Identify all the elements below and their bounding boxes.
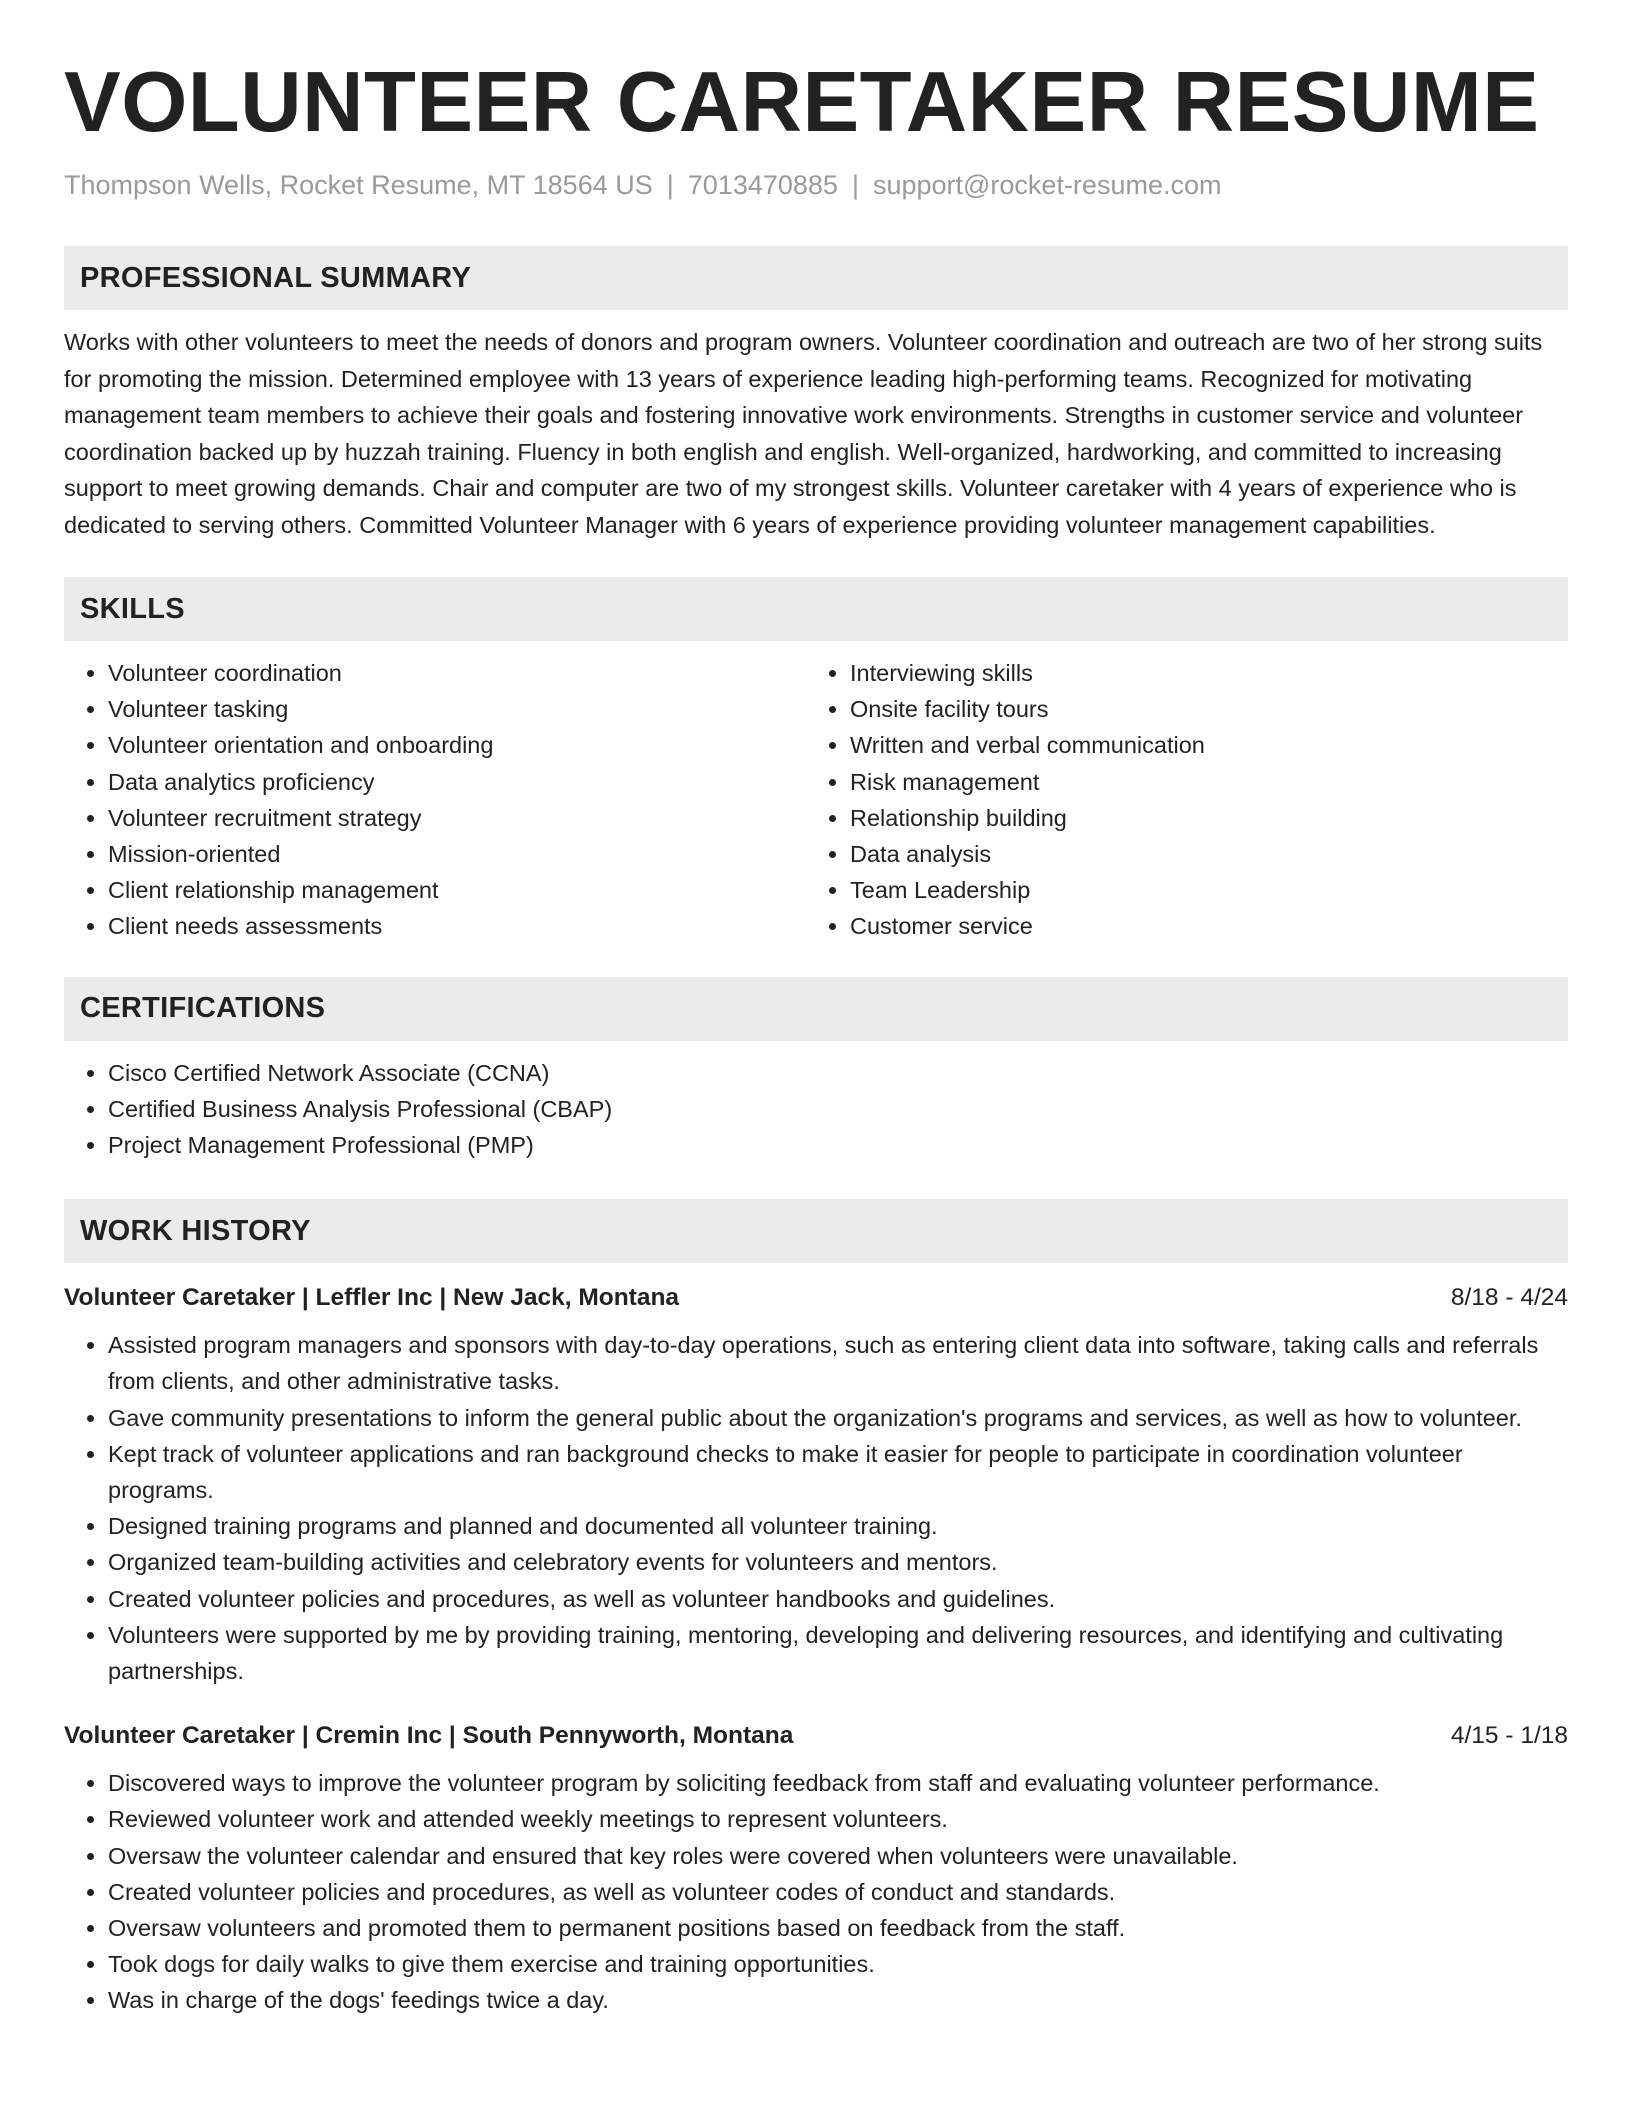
section-header-skills <box>64 577 1568 641</box>
job-bullet: • Was in charge of the dogs' feedings twice a day. <box>108 1982 1568 2018</box>
certifications-list <box>64 1055 1568 1164</box>
skill-item: • Interviewing skills <box>850 655 1548 691</box>
section-title: WORK HISTORY <box>80 1214 311 1247</box>
job-bullet: • Took dogs for daily walks to give them exercise and training opportunities. <box>108 1946 1568 1982</box>
section-header-certifications <box>64 977 1568 1041</box>
job-bullet: • Created volunteer policies and procedures, as well as volunteer codes of conduct and standards. <box>108 1874 1568 1910</box>
skill-item: • Mission-oriented <box>108 836 806 872</box>
certification-item: • Cisco Certified Network Associate (CCNA) <box>108 1055 1568 1091</box>
skills-column-left <box>64 655 806 945</box>
resume-title: VOLUNTEER CARETAKER RESUME <box>64 55 1540 150</box>
certification-item: • Project Management Professional (PMP) <box>108 1127 1568 1163</box>
job-header <box>64 1281 1568 1315</box>
skill-item: • Volunteer recruitment strategy <box>108 800 806 836</box>
contact-separator: | <box>851 170 859 200</box>
skill-item: • Data analytics proficiency <box>108 764 806 800</box>
certification-item: • Certified Business Analysis Professional (CBAP) <box>108 1091 1568 1127</box>
skills-list <box>806 655 1548 945</box>
section-title: SKILLS <box>80 592 185 625</box>
contact-line <box>64 168 1568 202</box>
job-bullet: • Organized team-building activities and celebratory events for volunteers and mentors. <box>108 1544 1568 1580</box>
contact-email: support@rocket-resume.com <box>872 170 1222 200</box>
job-bullet: • Created volunteer policies and procedures, as well as volunteer handbooks and guidelines. <box>108 1581 1568 1617</box>
skill-item: • Relationship building <box>850 800 1548 836</box>
skill-item: • Client relationship management <box>108 872 806 908</box>
skill-item: • Customer service <box>850 908 1548 944</box>
skill-item: • Data analysis <box>850 836 1548 872</box>
skill-item: • Volunteer orientation and onboarding <box>108 727 806 763</box>
section-title: PROFESSIONAL SUMMARY <box>80 261 472 294</box>
job-bullet: • Volunteers were supported by me by providing training, mentoring, developing and delivering resources, and identifying and cultivating partnerships. <box>108 1617 1568 1689</box>
job-bullets <box>64 1765 1568 2018</box>
section-title: CERTIFICATIONS <box>80 992 326 1025</box>
job-bullet: • Designed training programs and planned and documented all volunteer training. <box>108 1508 1568 1544</box>
job-bullet: • Discovered ways to improve the volunteer program by soliciting feedback from staff and evaluating volunteer performance. <box>108 1765 1568 1801</box>
job-title: Volunteer Caretaker | Cremin Inc | South Pennyworth, Montana <box>64 1722 794 1750</box>
contact-address: Thompson Wells, Rocket Resume, MT 18564 US <box>64 170 653 200</box>
job-bullet: • Oversaw volunteers and promoted them to permanent positions based on feedback from the staff. <box>108 1910 1568 1946</box>
job-bullet: • Kept track of volunteer applications and ran background checks to make it easier for people to participate in coordination volunteer programs. <box>108 1436 1568 1508</box>
skill-item: • Written and verbal communication <box>850 727 1548 763</box>
skills-list <box>64 655 806 945</box>
section-header-summary <box>64 246 1568 310</box>
skill-item: • Volunteer coordination <box>108 655 806 691</box>
skill-item: • Client needs assessments <box>108 908 806 944</box>
section-header-work-history <box>64 1199 1568 1263</box>
job-bullets <box>64 1327 1568 1689</box>
job-header <box>64 1719 1568 1753</box>
job-bullet: • Oversaw the volunteer calendar and ensured that key roles were covered when volunteers were unavailable. <box>108 1838 1568 1874</box>
skill-item: • Team Leadership <box>850 872 1548 908</box>
job-bullet: • Gave community presentations to inform the general public about the organization's programs and services, as well as how to volunteer. <box>108 1400 1568 1436</box>
summary-text: Works with other volunteers to meet the needs of donors and program owners. Volunteer coordination and outreach are two of her strong suits for promoting the mission. Determined employee with 13 years of experience leading high-performing teams. Recognized for motivating management team members to achieve their goals and fostering innovative work environments. Strengths in customer service and volunteer coordination backed up by huzzah training. Fluency in both english and english. Well-organized, hardworking, and committed to increasing support to meet growing demands. Chair and computer are two of my strongest skills. Volunteer caretaker with 4 years of experience who is dedicated to serving others. Committed Volunteer Manager with 6 years of experience providing volunteer management capabilities. <box>64 329 1543 538</box>
contact-separator: | <box>666 170 674 200</box>
skills-grid <box>64 655 1568 945</box>
job-bullet: • Assisted program managers and sponsors with day-to-day operations, such as entering client data into software, taking calls and referrals from clients, and other administrative tasks. <box>108 1327 1568 1399</box>
job-entry <box>64 1719 1568 2018</box>
job-dates: 4/15 - 1/18 <box>1450 1722 1568 1750</box>
job-dates: 8/18 - 4/24 <box>1450 1284 1568 1312</box>
job-title: Volunteer Caretaker | Leffler Inc | New Jack, Montana <box>64 1284 680 1312</box>
contact-phone: 7013470885 <box>687 170 838 200</box>
skill-item: • Volunteer tasking <box>108 691 806 727</box>
job-entry <box>64 1281 1568 1689</box>
skills-column-right <box>806 655 1548 945</box>
skill-item: • Onsite facility tours <box>850 691 1548 727</box>
skill-item: • Risk management <box>850 764 1548 800</box>
job-bullet: • Reviewed volunteer work and attended weekly meetings to represent volunteers. <box>108 1801 1568 1837</box>
